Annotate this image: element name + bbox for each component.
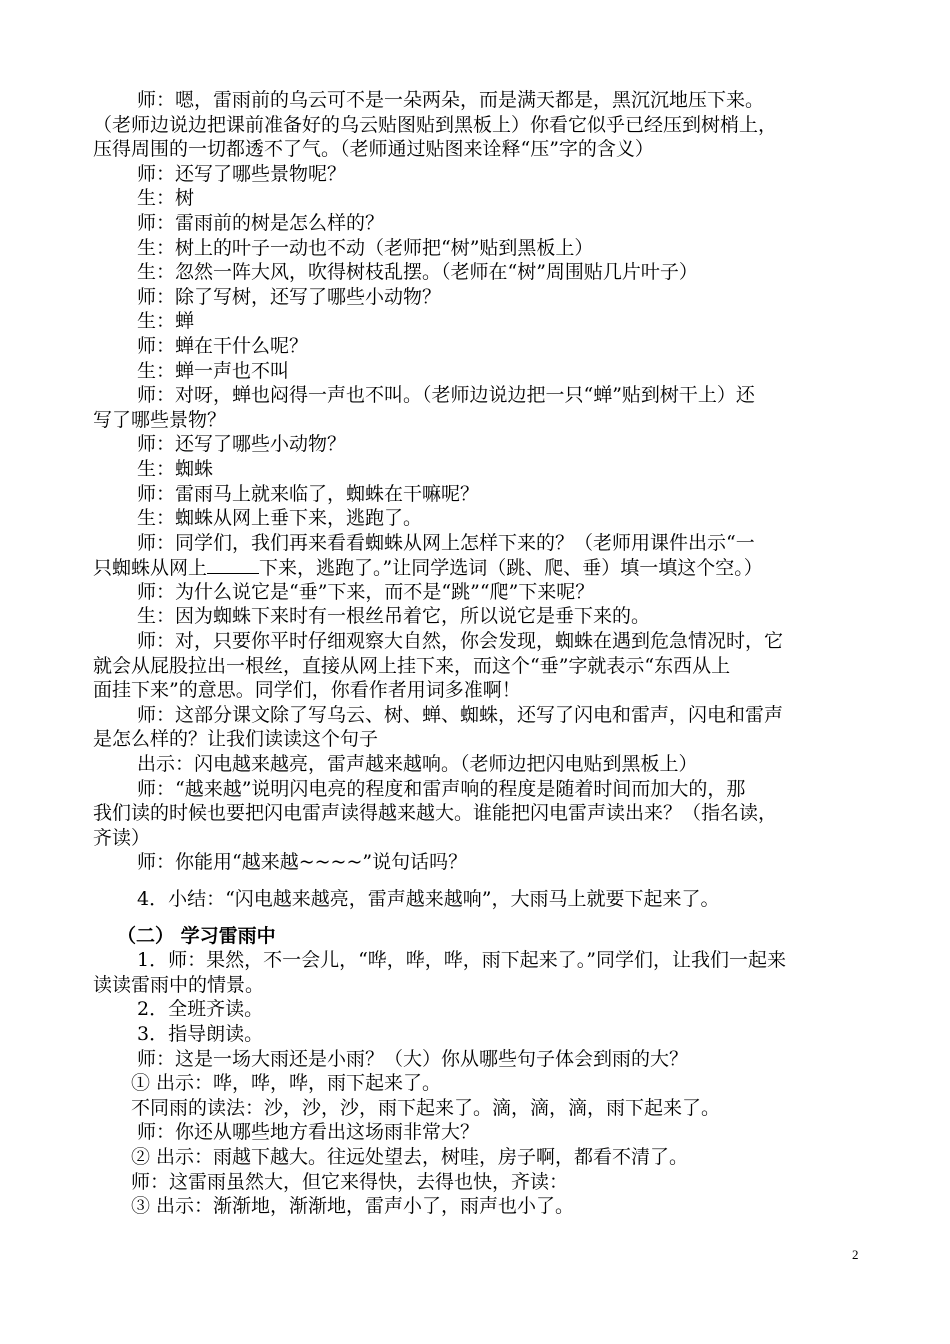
text-line: 生：树 (137, 187, 195, 210)
text-line: 生：蜘蛛 (137, 457, 214, 480)
text-line: 师：“越来越”说明闪电亮的程度和雷声响的程度是随着时间而加大的，那 (137, 777, 746, 800)
text-line: 2．全班齐读。 (137, 998, 264, 1021)
text-line: 读读雷雨中的情景。 (93, 973, 265, 996)
text-line: 出示：闪电越来越亮，雷声越来越响。（老师边把闪电贴到黑板上） (137, 753, 698, 776)
spacer (93, 912, 873, 924)
text-line: 齐读） (93, 826, 151, 849)
text-line: 师：同学们，我们再来看看蜘蛛从网上怎样下来的？（老师用课件出示“一 (137, 531, 755, 554)
fill-in-line (93, 555, 873, 580)
text-line: 师：还写了哪些景物呢？ (137, 162, 347, 185)
text-line: 师：为什么说它是“垂”下来，而不是“跳”“爬”下来呢？ (137, 580, 595, 603)
text-line: 生：忽然一阵大风，吹得树枝乱摆。（老师在“树”周围贴几片叶子） (137, 261, 698, 284)
text-line: 师：雷雨马上就来临了，蜘蛛在干嘛呢？ (137, 482, 480, 505)
text-line: 师：你能用“越来越~~~~”说句话吗？ (137, 851, 468, 874)
text-line: 面挂下来”的意思。同学们，你看作者用词多准啊！ (93, 679, 521, 702)
document-page (93, 88, 873, 1219)
text-line: 是怎么样的？让我们读读这个句子 (93, 728, 379, 751)
text-line: 师：除了写树，还写了哪些小动物？ (137, 285, 442, 308)
text-line: 就会从屁股拉出一根丝，直接从网上挂下来，而这个“垂”字就表示“东西从上 (93, 654, 731, 677)
text-line: 生：蝉一声也不叫 (137, 359, 290, 382)
spacer (93, 875, 873, 887)
fill-line-after: 下来，逃跑了。”让同学选词（跳、爬、垂）填一填这个空。） (259, 557, 763, 580)
text-line: 生：蜘蛛从网上垂下来，逃跑了。 (137, 507, 423, 530)
text-line: 师：雷雨前的树是怎么样的？ (137, 211, 385, 234)
text-line: 师：嗯，雷雨前的乌云可不是一朵两朵，而是满天都是，黑沉沉地压下来。 (137, 89, 765, 111)
summary-line: 4．小结：“闪电越来越亮，雷声越来越响”，大雨马上就要下起来了。 (137, 888, 720, 910)
section-heading: （二） 学习雷雨中 (117, 924, 276, 947)
fill-blank (207, 555, 259, 574)
text-line: ② 出示：雨越下越大。往远处望去，树哇，房子啊，都看不清了。 (131, 1145, 689, 1168)
text-line: 生：树上的叶子一动也不动（老师把“树”贴到黑板上） (137, 236, 594, 259)
text-line: 生：因为蜘蛛下来时有一根丝吊着它，所以说它是垂下来的。 (137, 605, 651, 628)
page-number: 2 (852, 1247, 859, 1262)
text-line: 压得周围的一切都透不了气。（老师通过贴图来诠释“压”字的含义） (93, 138, 654, 161)
text-line: （老师边说边把课前准备好的乌云贴图贴到黑板上）你看它似乎已经压到树梢上， (93, 113, 778, 136)
text-line: 师：这雷雨虽然大，但它来得快，去得也快，齐读： (131, 1170, 569, 1193)
text-line: 师：蝉在干什么呢？ (137, 334, 309, 357)
text-line: ① 出示：哗，哗，哗，雨下起来了。 (131, 1072, 442, 1095)
text-line: 生：蝉 (137, 310, 195, 333)
text-line: 我们读的时候也要把闪电雷声读得越来越大。谁能把闪电雷声读出来？（指名读， (93, 802, 778, 825)
text-line: 3．指导朗读。 (137, 1022, 264, 1045)
text-line: 师：对呀，蝉也闷得一声也不叫。（老师边说边把一只“蝉”贴到树干上）还 (137, 384, 755, 407)
text-line: 师：你还从哪些地方看出这场雨非常大？ (137, 1121, 480, 1144)
text-line: 师：对，只要你平时仔细观察大自然，你会发现，蜘蛛在遇到危急情况时，它 (137, 630, 784, 653)
text-line: 师：这是一场大雨还是小雨？（大）你从哪些句子体会到雨的大？ (137, 1047, 689, 1070)
text-line: 师：这部分课文除了写乌云、树、蝉、蜘蛛，还写了闪电和雷声，闪电和雷声 (137, 703, 784, 726)
fill-line-before: 只蜘蛛从网上 (93, 557, 208, 580)
text-line: 师：还写了哪些小动物？ (137, 433, 347, 456)
text-line: 1．师：果然，不一会儿，“哗，哗，哗，雨下起来了。”同学们，让我们一起来 (137, 949, 787, 972)
text-line: ③ 出示：渐渐地，渐渐地，雷声小了，雨声也小了。 (131, 1195, 575, 1218)
text-line: 写了哪些景物？ (93, 408, 227, 431)
text-line: 不同雨的读法：沙，沙，沙，雨下起来了。滴，滴，滴，雨下起来了。 (131, 1096, 721, 1119)
